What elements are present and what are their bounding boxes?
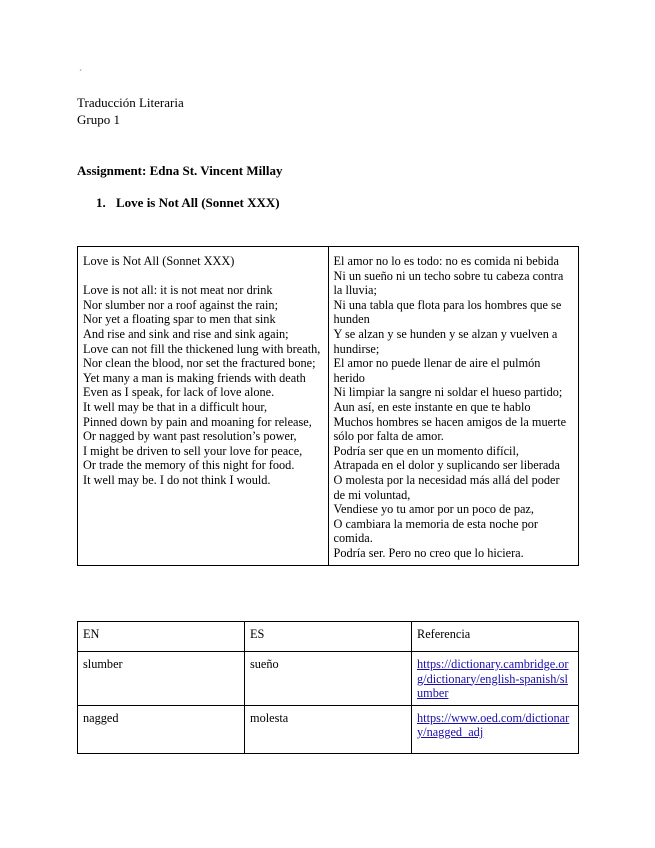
spanish-line: Ni una tabla que flota para los hombres que se hunden: [333, 297, 562, 327]
english-line: Nor clean the blood, nor set the fractured bone;: [83, 356, 316, 371]
spanish-line: El amor no puede llenar de aire el pulmón herido: [333, 356, 541, 385]
spanish-line: O cambiara la memoria de esta noche por comida.: [333, 516, 539, 546]
spanish-line: Ni un sueño ni un techo sobre tu cabeza contra la lluvia;: [333, 268, 564, 298]
english-line: Pinned down by pain and moaning for release,: [83, 414, 312, 429]
group-name: Grupo 1: [77, 112, 120, 127]
table-row: [78, 652, 579, 706]
english-line: Yet many a man is making friends with death: [83, 370, 306, 385]
spanish-line: Muchos hombres se hacen amigos de la muerte sólo por falta de amor.: [333, 414, 567, 444]
term-en: slumber: [78, 652, 245, 706]
english-line: Even as I speak, for lack of love alone.: [83, 385, 275, 400]
page-mark: ´: [79, 68, 82, 78]
header-es: ES: [245, 622, 412, 652]
glossary-header-row: [78, 622, 579, 652]
spanish-line: Ni limpiar la sangre ni soldar el hueso partido;: [333, 385, 563, 400]
english-column: [78, 247, 329, 566]
spanish-line: El amor no lo es todo: no es comida ni bebida: [333, 254, 559, 268]
section-number: 1.: [96, 195, 106, 210]
reference-link[interactable]: https://dictionary.cambridge.org/dictionary/english-spanish/slumber: [417, 657, 569, 701]
english-line: Or trade the memory of this night for food.: [83, 458, 295, 473]
english-line: Or nagged by want past resolution’s power,: [83, 429, 297, 444]
english-line: It well may be that in a difficult hour,: [83, 399, 268, 414]
term-es: sueño: [245, 652, 412, 706]
course-name: Traducción Literaria: [77, 95, 184, 110]
assignment-title: Assignment: Edna St. Vincent Millay: [77, 163, 283, 178]
reference-cell: [412, 705, 579, 753]
english-line: And rise and sink and rise and sink again;: [83, 326, 289, 341]
poem-table: [77, 246, 579, 566]
spanish-line: O molesta por la necesidad más allá del poder de mi voluntad,: [333, 472, 560, 502]
spanish-line: Atrapada en el dolor y suplicando ser liberada: [333, 458, 560, 473]
header-en: EN: [78, 622, 245, 652]
spanish-column: [328, 247, 578, 566]
term-en: nagged: [78, 705, 245, 753]
spanish-line: Podría ser que en un momento difícil,: [333, 443, 519, 458]
reference-link[interactable]: https://www.oed.com/dictionary/nagged_adj: [417, 710, 570, 740]
header-referencia: Referencia: [412, 622, 579, 652]
english-line: I might be driven to sell your love for peace,: [83, 443, 303, 458]
spanish-line: Y se alzan y se hunden y se alzan y vuelven a hundirse;: [333, 326, 558, 356]
term-es: molesta: [245, 705, 412, 753]
english-title: Love is Not All (Sonnet XXX): [83, 254, 235, 268]
spanish-line: Podría ser. Pero no creo que lo hiciera.: [333, 545, 524, 560]
reference-cell: [412, 652, 579, 706]
glossary-table: [77, 621, 579, 754]
spanish-line: Vendiese yo tu amor por un poco de paz,: [333, 502, 534, 517]
english-line: Nor slumber nor a roof against the rain;: [83, 297, 278, 312]
english-line: Love can not fill the thickened lung with breath,: [83, 341, 321, 356]
section-title: Love is Not All (Sonnet XXX): [116, 195, 280, 210]
english-line: It well may be. I do not think I would.: [83, 472, 271, 487]
english-line: Nor yet a floating spar to men that sink: [83, 312, 276, 327]
english-line: Love is not all: it is not meat nor drink: [83, 283, 273, 298]
spanish-line: Aun así, en este instante en que te hablo: [333, 399, 531, 414]
table-row: [78, 705, 579, 753]
